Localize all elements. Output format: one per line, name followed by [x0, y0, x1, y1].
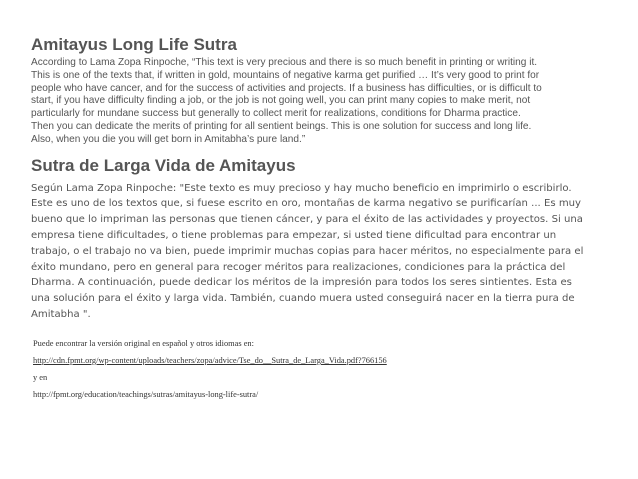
english-line: This is one of the texts that, if written in gold, mountains of negative karma get purified … It’s very good to print for — [31, 69, 540, 81]
spanish-line: Amitabha ". — [31, 308, 91, 320]
spanish-line: trabajo, o el trabajo no va bien, puede imprimir muchas copias para hacer méritos, no especialmente para el — [31, 245, 584, 257]
references-intro: Puede encontrar la versión original en español y otros idiomas en: — [33, 339, 254, 348]
spanish-line: bueno que lo impriman las personas que tienen cáncer, y para el éxito de las actividades y proyectos. Si una — [31, 214, 583, 226]
spanish-line: una solución para el éxito y larga vida. También, cuando muera usted conseguirá nacer en la tierra pura de — [31, 293, 575, 305]
english-paragraph — [31, 57, 611, 147]
english-line: people who have cancer, and for the success of activities and projects. If a business has difficulties, or is difficult to — [31, 82, 542, 94]
english-line: Then you can dedicate the merits of printing for all sentient beings. This is one solution for success and long life. — [31, 120, 532, 132]
spanish-line: Según Lama Zopa Rinpoche: "Este texto es muy precioso y hay mucho beneficio en imprimirlo o escribirlo. — [31, 182, 572, 194]
spanish-title: Sutra de Larga Vida de Amitayus — [31, 155, 296, 175]
references-section — [33, 339, 613, 400]
fpmt-sutra-link[interactable]: http://fpmt.org/education/teachings/sutras/amitayus-long-life-sutra/ — [33, 390, 259, 399]
spanish-line: Este es uno de los textos que, si fuese escrito en oro, montañas de karma negativo se purificarían ... Es muy — [31, 198, 582, 210]
spanish-line: empresa tiene dificultades, o tiene problemas para empezar, si usted tiene dificultad para encontrar un — [31, 229, 557, 241]
english-title: Amitayus Long Life Sutra — [31, 35, 237, 54]
pdf-link[interactable]: http://cdn.fpmt.org/wp-content/uploads/teachers/zopa/advice/Tse_do__Sutra_de_Larga_Vida.pdf?766156 — [33, 356, 387, 365]
english-line: According to Lama Zopa Rinpoche, “This text is very precious and there is so much benefit in printing or writing it. — [31, 57, 538, 68]
references-connector: y en — [33, 373, 48, 382]
spanish-paragraph — [31, 181, 611, 323]
document-body — [31, 34, 611, 323]
spanish-line: Dharma. A continuación, puede dedicar los méritos de la impresión para todos los seres sintientes. Esta es — [31, 277, 572, 289]
english-line: particularly for mundane success but generally to collect merit for realizations, conditions for Dharma practice. — [31, 108, 521, 120]
spanish-line: éxito mundano, pero en general para recoger méritos para realizaciones, condiciones para la práctica del — [31, 261, 566, 273]
english-line: Also, when you die you will get born in Amitabha’s pure land.” — [31, 133, 306, 145]
english-line: start, if you have difficulty finding a job, or the job is not going well, you can print many copies to make merit, not — [31, 95, 531, 107]
